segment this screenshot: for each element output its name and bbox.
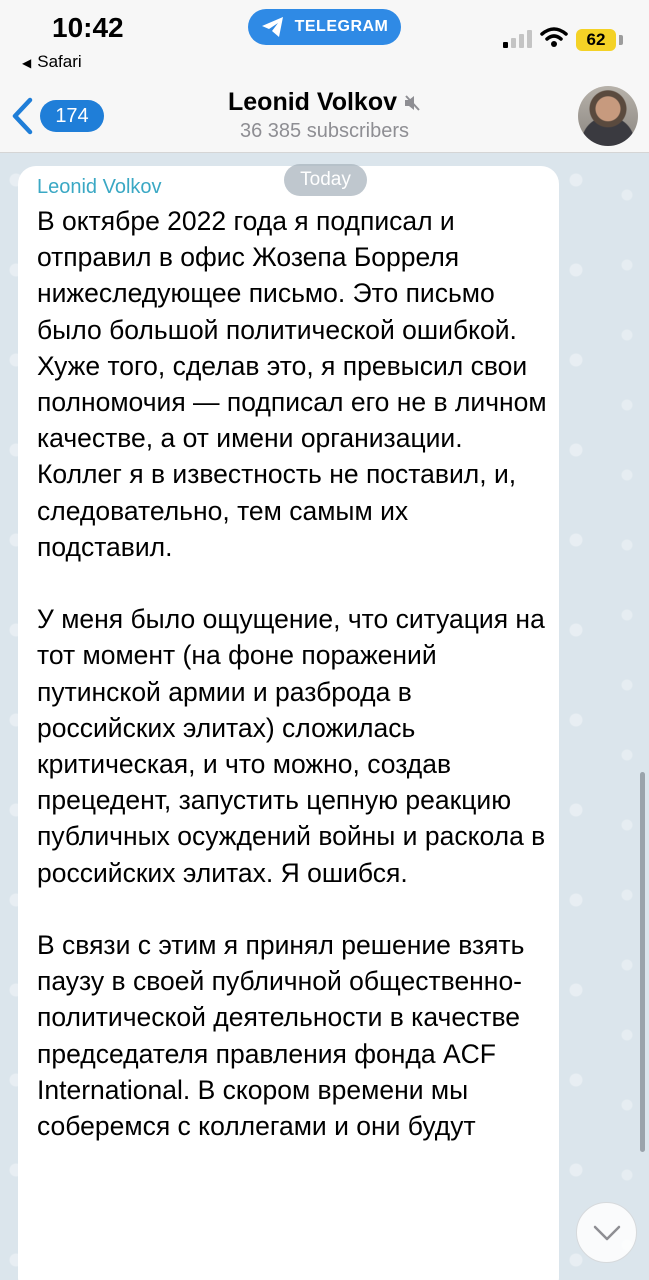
telegram-pill-label: TELEGRAM bbox=[294, 18, 389, 35]
message-sender[interactable]: Leonid Volkov bbox=[37, 176, 162, 198]
scrollbar[interactable] bbox=[640, 772, 645, 1152]
unread-count-badge: 174 bbox=[40, 100, 104, 132]
battery-tip bbox=[619, 35, 623, 45]
cellular-signal-icon bbox=[503, 28, 533, 48]
speaker-muted-icon bbox=[403, 94, 421, 112]
wifi-icon bbox=[540, 26, 568, 48]
message-paragraph: В октябре 2022 года я подписал и отправил в офис Жозепа Борреля нижеследующее письмо. Это письмо было большой политической ошибкой. Хуже того, сделав это, я превысил свои полномочия — подписал его не в личном качестве, а от имени организации. Коллег я в известность не поставил, и, следовательно, тем самым их подставил. bbox=[37, 206, 547, 562]
back-to-app-link[interactable] bbox=[22, 52, 82, 72]
telegram-plane-icon bbox=[261, 16, 285, 38]
chat-header bbox=[0, 80, 649, 153]
scroll-to-bottom-button[interactable] bbox=[576, 1202, 637, 1263]
telegram-pill[interactable] bbox=[248, 9, 401, 45]
date-separator: Today bbox=[284, 164, 367, 196]
channel-title[interactable] bbox=[0, 88, 649, 117]
channel-title-text: Leonid Volkov bbox=[228, 88, 397, 116]
status-time: 10:42 bbox=[52, 12, 124, 43]
back-app-label: Safari bbox=[37, 52, 82, 71]
battery-indicator: 62 bbox=[576, 29, 616, 51]
message-paragraph: У меня было ощущение, что ситуация на тот момент (на фоне поражений путинской армии и разброда в российских элитах) сложилась критическая, и что можно, создав прецедент, запустить цепную реакцию публичных осуждений войны и раскола в российских элитах. Я ошибся. bbox=[37, 604, 546, 888]
message-text bbox=[37, 203, 547, 1144]
status-bar bbox=[0, 0, 649, 80]
channel-avatar[interactable] bbox=[578, 86, 638, 146]
back-triangle-icon: ◀ bbox=[22, 56, 32, 70]
chevron-down-icon bbox=[592, 1224, 622, 1242]
message-paragraph: В связи с этим я принял решение взять паузу в своей публичной общественно-политической деятельности в качестве председателя правления фонда ACF International. В скором времени мы соберемся с коллегами и они будут bbox=[37, 930, 525, 1142]
subscriber-count: 36 385 subscribers bbox=[240, 120, 409, 142]
